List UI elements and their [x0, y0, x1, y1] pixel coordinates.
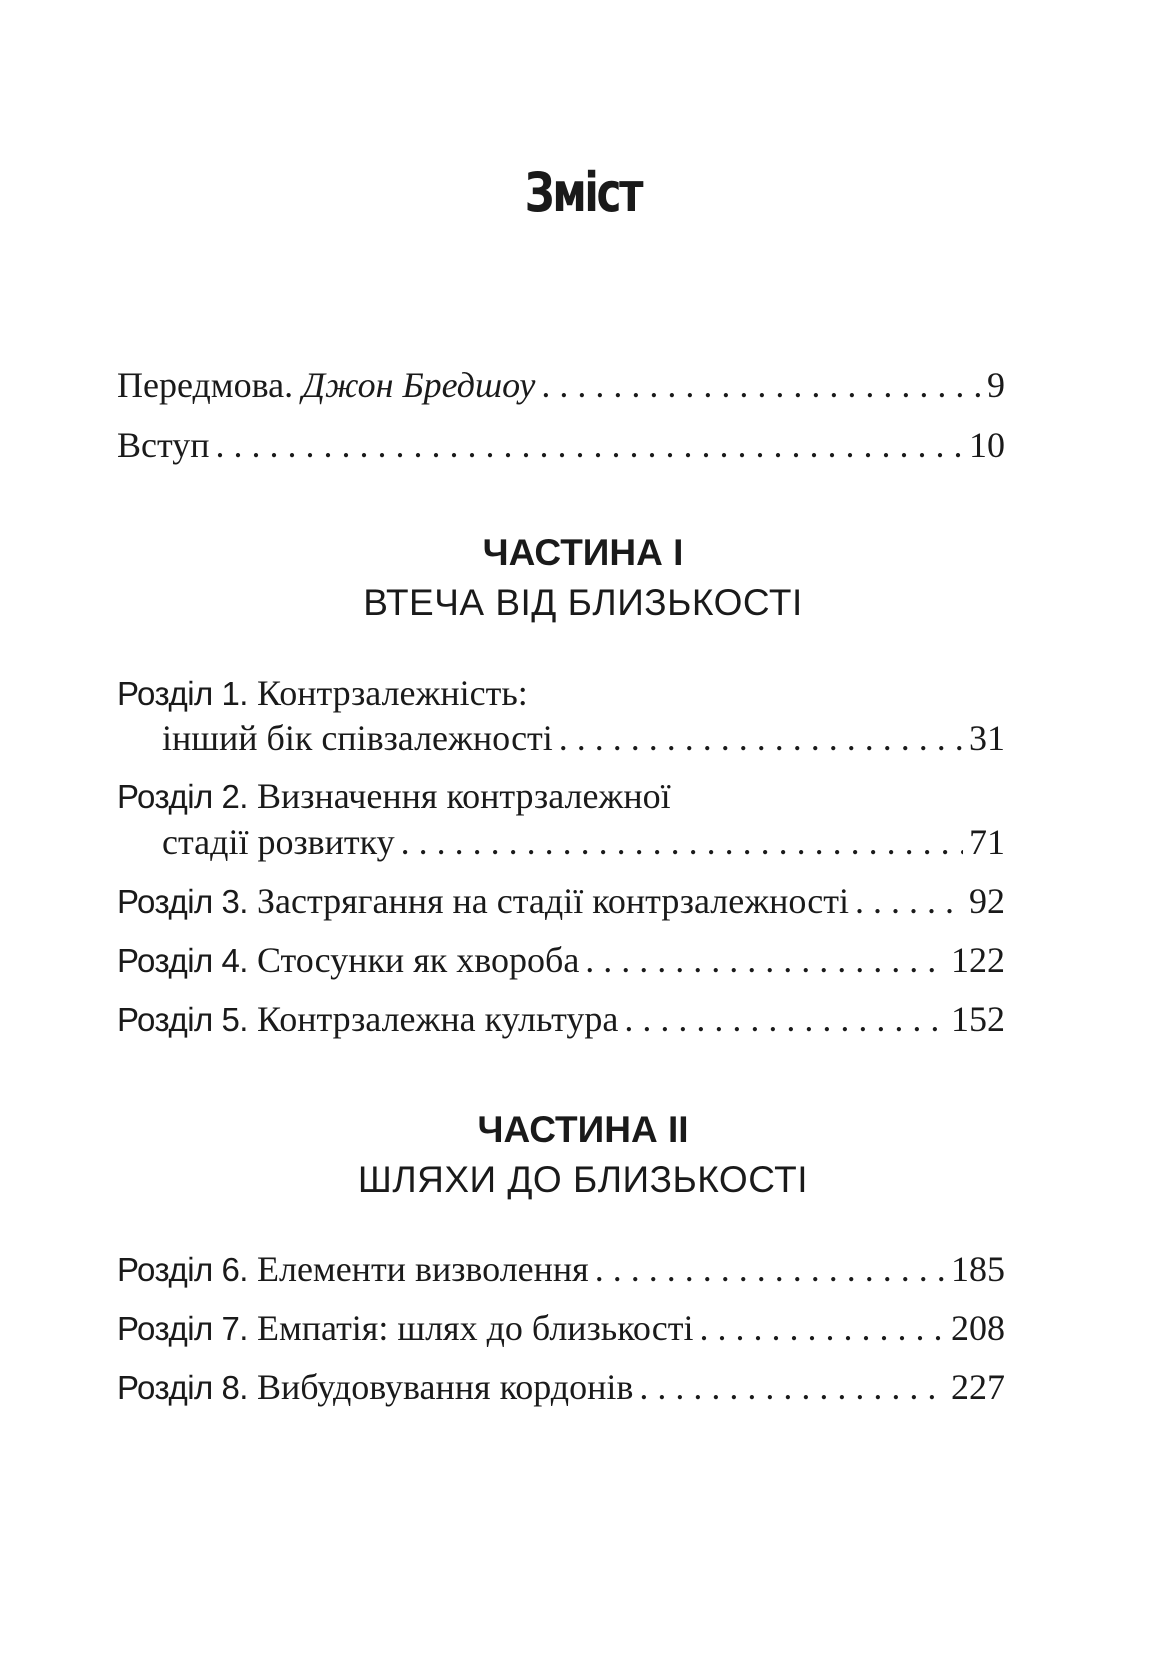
dot-leader [699, 1303, 945, 1353]
chapter-title-line2: інший бік співзалежності [162, 718, 553, 758]
dot-leader [585, 935, 945, 985]
dot-leader [541, 360, 981, 410]
chapter-title: Вибудовування кордонів [256, 1367, 634, 1407]
chapter-label: Розділ 5. [117, 1001, 248, 1038]
toc-entry-chapter-8 [117, 1362, 1005, 1412]
entry-label: Вступ [117, 425, 210, 465]
part-number: ЧАСТИНА ІІ [477, 1109, 689, 1150]
toc-entry-chapter-7 [117, 1303, 1005, 1353]
chapter-label: Розділ 3. [117, 883, 248, 920]
dot-leader [855, 876, 963, 926]
chapter-title-line1: Контрзалежність: [256, 673, 528, 713]
chapter-title: Контрзалежна культура [256, 999, 619, 1039]
toc-entry-chapter-4 [117, 935, 1005, 985]
dot-leader [624, 994, 945, 1044]
page-number: 9 [987, 365, 1005, 405]
page-number: 185 [951, 1249, 1005, 1289]
toc-entry-chapter-1-line2 [162, 713, 1005, 763]
chapter-label: Розділ 7. [117, 1310, 248, 1347]
page-title: Зміст [524, 161, 642, 224]
entry-author: Джон Бредшоу [302, 365, 536, 405]
page-number: 31 [969, 718, 1005, 758]
toc-entry-introduction [117, 420, 1005, 470]
chapter-title: Стосунки як хвороба [256, 940, 580, 980]
toc-entry-chapter-5 [117, 994, 1005, 1044]
page-number: 10 [969, 425, 1005, 465]
page-number: 122 [951, 940, 1005, 980]
toc-entry-chapter-2-line2 [162, 817, 1005, 867]
part-name: ШЛЯХИ ДО БЛИЗЬКОСТІ [357, 1159, 809, 1200]
toc-entry-chapter-2-line1 [117, 771, 671, 821]
dot-leader [595, 1244, 945, 1294]
chapter-label: Розділ 1. [117, 675, 248, 712]
toc-entry-chapter-6 [117, 1244, 1005, 1294]
dot-leader [559, 713, 963, 763]
chapter-title: Емпатія: шлях до близькості [256, 1308, 694, 1348]
dot-leader [216, 420, 963, 470]
chapter-title-line2: стадії розвитку [162, 822, 395, 862]
page-number: 208 [951, 1308, 1005, 1348]
dot-leader [639, 1362, 945, 1412]
chapter-label: Розділ 2. [117, 778, 248, 815]
toc-entry-chapter-1-line1 [117, 668, 528, 718]
toc-entry-foreword [117, 360, 1005, 410]
part-heading [0, 528, 1166, 628]
part-number: ЧАСТИНА І [482, 532, 684, 573]
chapter-label: Розділ 8. [117, 1369, 248, 1406]
page-number: 92 [969, 881, 1005, 921]
page-number: 227 [951, 1367, 1005, 1407]
chapter-label: Розділ 6. [117, 1251, 248, 1288]
chapter-title: Застрягання на стадії контрзалежності [256, 881, 849, 921]
part-name: ВТЕЧА ВІД БЛИЗЬКОСТІ [363, 582, 803, 623]
chapter-title: Елементи визволення [256, 1249, 589, 1289]
page-number: 71 [969, 822, 1005, 862]
dot-leader [401, 817, 963, 867]
toc-entry-chapter-3 [117, 876, 1005, 926]
entry-label: Передмова. Джон Бредшоу [117, 365, 536, 405]
chapter-label: Розділ 4. [117, 942, 248, 979]
part-heading [0, 1105, 1166, 1205]
chapter-title-line1: Визначення контрзалежної [256, 776, 671, 816]
page-number: 152 [951, 999, 1005, 1039]
